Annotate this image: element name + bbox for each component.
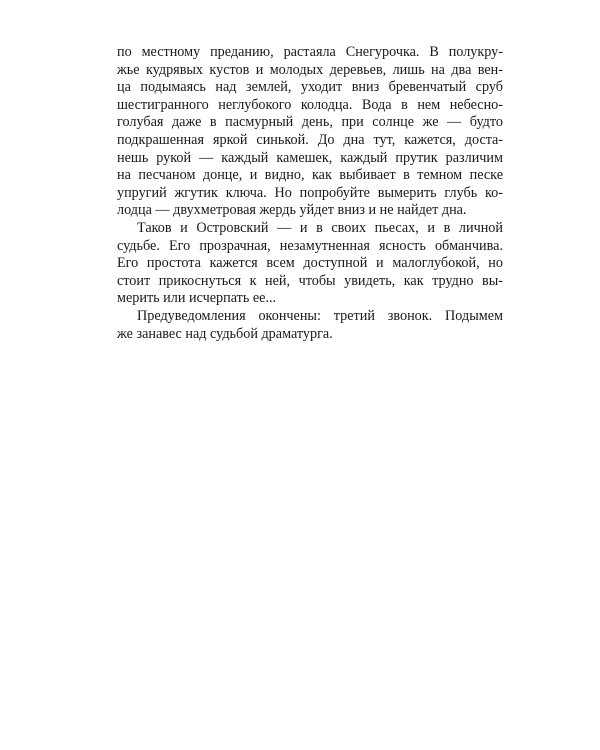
text-line: Его простота кажется всем доступной и малоглубокой, но [117, 255, 503, 272]
paragraph-2 [117, 220, 503, 308]
paragraph-3 [117, 308, 503, 343]
text-line: же занавес над судьбой драматурга. [117, 325, 333, 342]
text-line: на песчаном донце, и видно, как выбивает в темном песке [117, 167, 503, 184]
text-line: голубая даже в пасмурный день, при солнце же — будто [117, 114, 503, 131]
paragraph-1 [117, 44, 503, 220]
text-line: лодца — двухметровая жердь уйдет вниз и не найдет дна. [117, 202, 467, 219]
text-line: стоит прикоснуться к ней, чтобы увидеть, как трудно вы- [117, 272, 503, 289]
text-line: Предуведомления окончены: третий звонок. Подымем [137, 307, 503, 324]
text-line: судьбе. Его прозрачная, незамутненная ясность обманчива. [117, 237, 503, 254]
text-line: жье кудрявых кустов и молодых деревьев, лишь на два вен- [117, 61, 503, 78]
body-text [117, 44, 503, 343]
text-line: ца подымаясь над землей, уходит вниз бревенчатый сруб [117, 79, 503, 96]
text-line: подкрашенная яркой синькой. До дна тут, кажется, достa- [117, 131, 503, 148]
text-line: Таков и Островский — и в своих пьесах, и в личной [137, 219, 503, 236]
text-line: шестигранного неглубокого колодца. Вода в нем небесно- [117, 96, 503, 113]
text-line: упругий жгутик ключа. Но попробуйте вымерить глубь ко- [117, 184, 503, 201]
text-line: по местному преданию, растаяла Снегурочка. В полукру- [117, 44, 503, 60]
text-line: мерить или исчерпать ее... [117, 290, 277, 307]
text-line: нешь рукой — каждый камешек, каждый прутик различим [117, 149, 503, 166]
